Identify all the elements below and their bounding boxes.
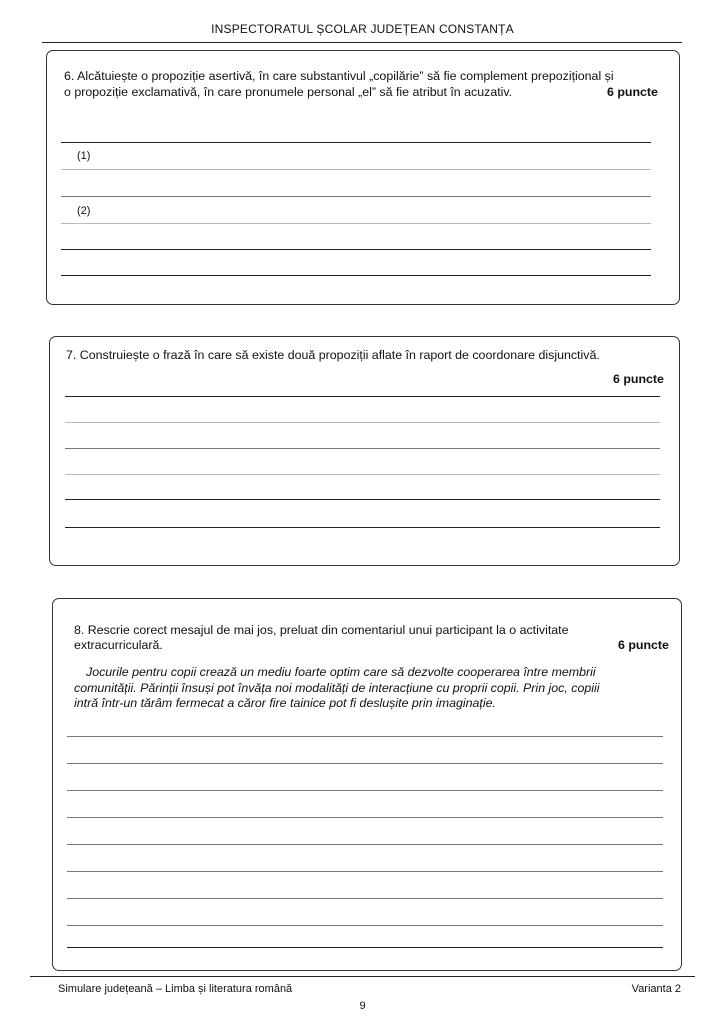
answer-line[interactable] <box>67 947 663 948</box>
header-title: INSPECTORATUL ȘCOLAR JUDEȚEAN CONSTANȚA <box>211 22 514 36</box>
answer-line[interactable] <box>65 396 660 397</box>
question-7-box <box>49 336 680 566</box>
answer-marker-2: (2) <box>77 205 91 217</box>
q6-points: 6 puncte <box>607 85 658 99</box>
page-number: 9 <box>359 1000 366 1012</box>
q8-points: 6 puncte <box>618 638 669 652</box>
answer-line[interactable] <box>67 898 663 899</box>
answer-line[interactable] <box>65 448 660 449</box>
answer-line[interactable] <box>65 499 660 500</box>
q8-text-line1: 8. Rescrie corect mesajul de mai jos, preluat din comentariul unui participant la o activitate <box>74 623 569 637</box>
answer-line[interactable] <box>67 790 663 791</box>
answer-line[interactable] <box>67 925 663 926</box>
answer-line[interactable] <box>61 223 651 224</box>
answer-line[interactable] <box>67 844 663 845</box>
footer-variant: Varianta 2 <box>631 983 681 995</box>
answer-line[interactable] <box>61 275 651 276</box>
message-line-2: comunității. Părinții însuși pot învăța noi modalități de interacțiune cu proprii copii. Prin joc, copiii <box>74 681 600 695</box>
answer-line[interactable] <box>67 871 663 872</box>
answer-line[interactable] <box>61 142 651 143</box>
answer-line[interactable] <box>67 763 663 764</box>
question-6-box <box>46 50 680 305</box>
footer-rule <box>30 976 695 977</box>
answer-line[interactable] <box>65 474 660 475</box>
answer-marker-1: (1) <box>77 150 91 162</box>
header-rule <box>42 42 682 43</box>
question-8-box <box>52 598 682 971</box>
answer-line[interactable] <box>61 196 651 197</box>
q6-text-line1: 6. Alcătuiește o propoziție asertivă, în care substantivul „copilărie” să fie complement prepozițional și <box>64 69 614 83</box>
footer-exam-name: Simulare județeană – Limba și literatura română <box>58 983 293 995</box>
answer-line[interactable] <box>67 817 663 818</box>
answer-line[interactable] <box>65 527 660 528</box>
message-line-1: Jocurile pentru copii crează un mediu foarte optim care să dezvolte cooperarea între membrii <box>86 665 596 679</box>
answer-line[interactable] <box>67 736 663 737</box>
q8-text-line2: extracurriculară. <box>74 638 163 652</box>
answer-line[interactable] <box>65 422 660 423</box>
q7-text-line1: 7. Construiește o frază în care să existe două propoziții aflate în raport de coordonare disjunctivă. <box>66 348 600 362</box>
answer-line[interactable] <box>61 249 651 250</box>
q6-text-line2: o propoziție exclamativă, în care pronumele personal „el” să fie atribut în acuzativ. <box>64 85 513 99</box>
q7-points: 6 puncte <box>613 372 664 386</box>
answer-line[interactable] <box>61 169 651 170</box>
message-line-3: intră într-un tărâm fermecat a căror fire tainice pot fi deslușite prin imaginație. <box>74 696 496 710</box>
